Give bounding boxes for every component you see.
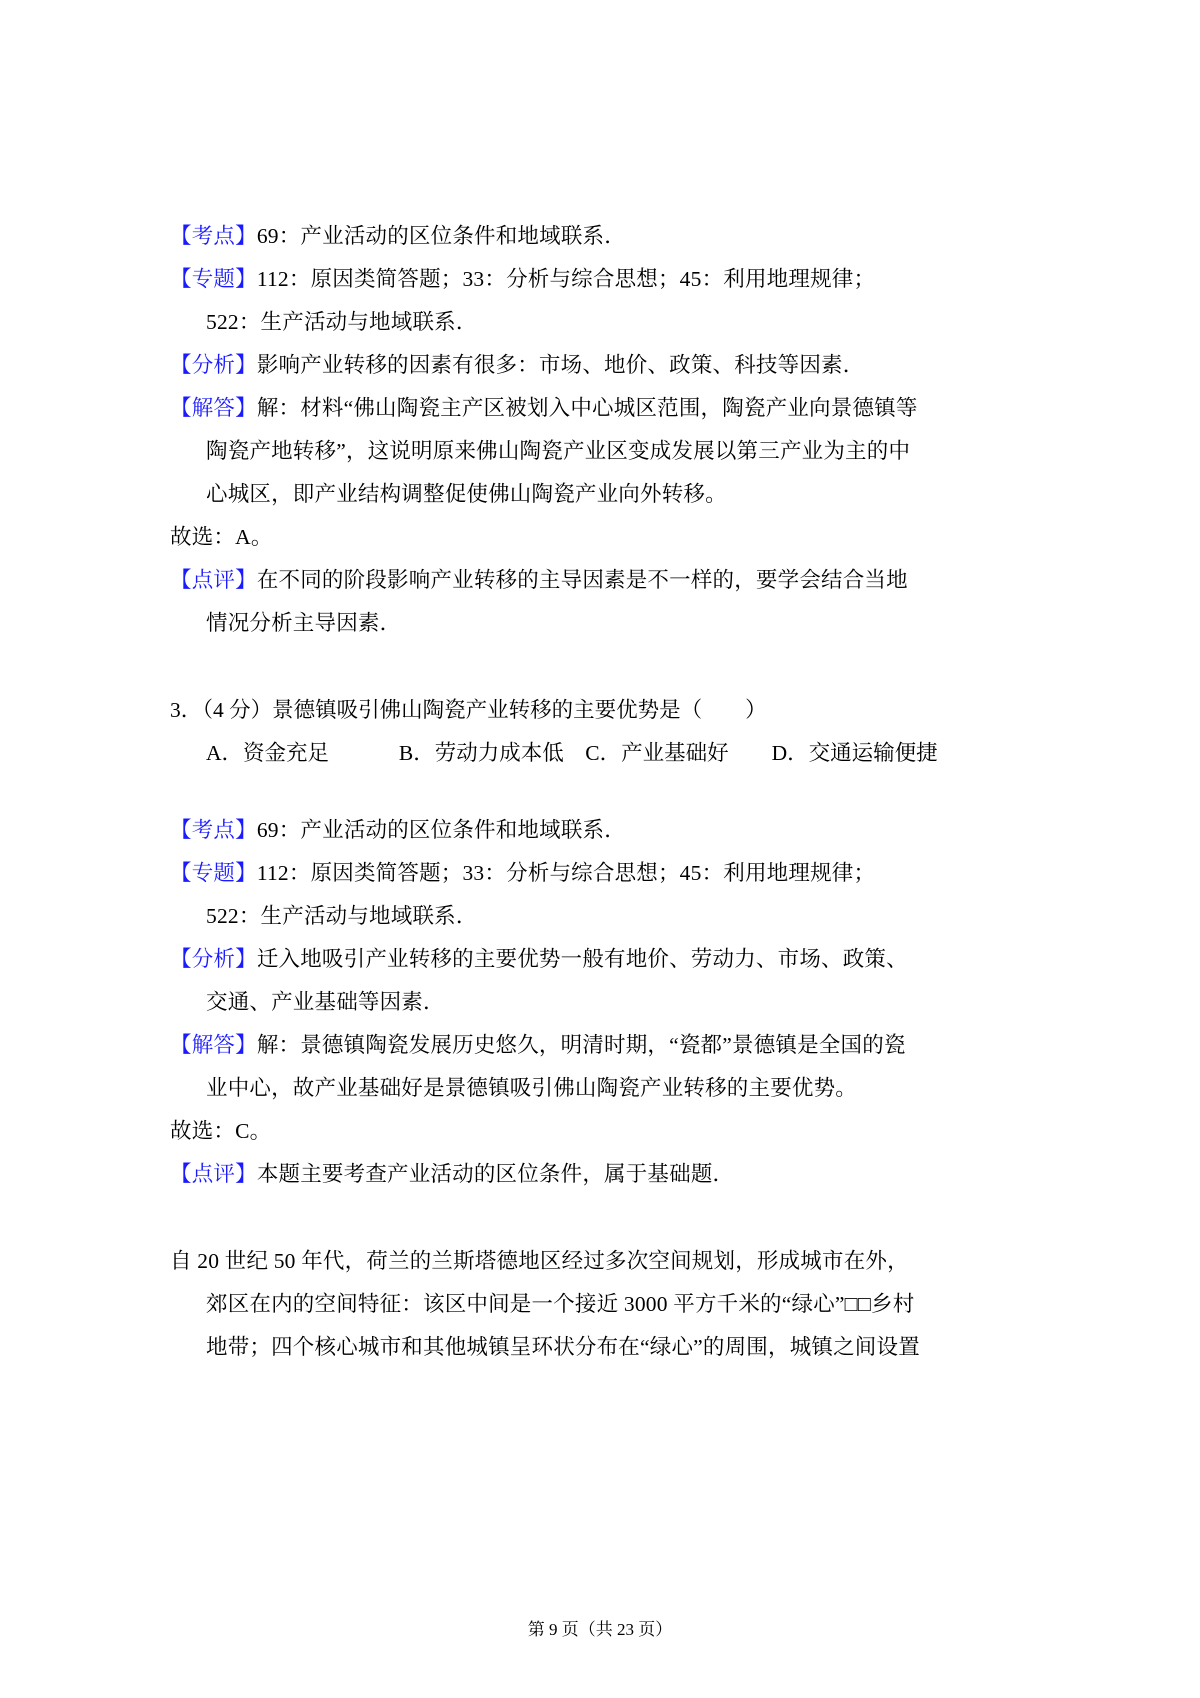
fenxi-line xyxy=(170,344,1030,387)
passage-line-2: 郊区在内的空间特征：该区中间是一个接近 3000 平方千米的“绿心”□□乡村 xyxy=(206,1292,915,1316)
jieda-text-1: 解：景德镇陶瓷发展历史悠久，明清时期，“瓷都”景德镇是全国的瓷 xyxy=(256,1033,906,1057)
zhuanti-line xyxy=(170,852,1030,895)
question-3 xyxy=(170,689,1030,775)
dianping-line xyxy=(170,1153,1030,1196)
kaodian-line xyxy=(170,215,1030,258)
page-footer xyxy=(0,1615,1200,1640)
passage-line-3: 地带；四个核心城市和其他城镇呈环状分布在“绿心”的周围，城镇之间设置 xyxy=(206,1335,920,1359)
zhuanti-text: 112：原因类简答题；33：分析与综合思想；45：利用地理规律； xyxy=(256,267,876,291)
passage-line-1: 自 20 世纪 50 年代，荷兰的兰斯塔德地区经过多次空间规划，形成城市在外， xyxy=(170,1249,909,1273)
spacer xyxy=(170,1196,1030,1240)
dianping-text: 本题主要考查产业活动的区位条件，属于基础题． xyxy=(256,1162,735,1186)
jieda-text-3: 心城区，即产业结构调整促使佛山陶瓷产业向外转移。 xyxy=(206,482,727,506)
fenxi-text-2: 交通、产业基础等因素． xyxy=(206,990,445,1014)
jieda-text-2: 陶瓷产地转移”，这说明原来佛山陶瓷产业区变成发展以第三产业为主的中 xyxy=(206,439,911,463)
answer-choice-line: 故选：A。 xyxy=(170,525,273,549)
jieda-label: 【解答】 xyxy=(170,396,257,420)
spacer xyxy=(170,775,1030,809)
zhuanti-label: 【专题】 xyxy=(170,861,257,885)
kaodian-label: 【考点】 xyxy=(170,224,257,248)
dianping-text-1: 在不同的阶段影响产业转移的主导因素是不一样的，要学会结合当地 xyxy=(256,568,908,592)
reading-passage xyxy=(170,1240,1030,1369)
dianping-label: 【点评】 xyxy=(170,1162,257,1186)
fenxi-line xyxy=(170,938,1030,981)
dianping-label: 【点评】 xyxy=(170,568,257,592)
zhuanti-text: 112：原因类简答题；33：分析与综合思想；45：利用地理规律； xyxy=(256,861,876,885)
kaodian-text: 69：产业活动的区位条件和地域联系． xyxy=(256,224,626,248)
answer-block-question-3 xyxy=(170,809,1030,1196)
fenxi-text: 影响产业转移的因素有很多：市场、地价、政策、科技等因素． xyxy=(256,353,865,377)
zhuanti-line-2: 522：生产活动与地域联系． xyxy=(206,904,478,928)
question-3-stem: 3．（4 分）景德镇吸引佛山陶瓷产业转移的主要优势是（ ） xyxy=(170,698,767,722)
dianping-line xyxy=(170,559,1030,602)
fenxi-label: 【分析】 xyxy=(170,353,257,377)
jieda-line xyxy=(170,387,1030,430)
fenxi-label: 【分析】 xyxy=(170,947,257,971)
answer-block-question-2 xyxy=(170,215,1030,645)
dianping-text-2: 情况分析主导因素． xyxy=(206,611,402,635)
zhuanti-line-2: 522：生产活动与地域联系． xyxy=(206,310,478,334)
jieda-label: 【解答】 xyxy=(170,1033,257,1057)
spacer xyxy=(170,645,1030,689)
page-footer-text: 第 9 页（共 23 页） xyxy=(527,1620,673,1639)
kaodian-text: 69：产业活动的区位条件和地域联系． xyxy=(256,818,626,842)
fenxi-text-1: 迁入地吸引产业转移的主要优势一般有地价、劳动力、市场、政策、 xyxy=(256,947,908,971)
zhuanti-line xyxy=(170,258,1030,301)
jieda-text-2: 业中心，故产业基础好是景德镇吸引佛山陶瓷产业转移的主要优势。 xyxy=(206,1076,858,1100)
answer-choice-line: 故选：C。 xyxy=(170,1119,272,1143)
zhuanti-label: 【专题】 xyxy=(170,267,257,291)
kaodian-line xyxy=(170,809,1030,852)
kaodian-label: 【考点】 xyxy=(170,818,257,842)
jieda-text-1: 解：材料“佛山陶瓷主产区被划入中心城区范围，陶瓷产业向景德镇等 xyxy=(256,396,918,420)
question-3-options: A．资金充足 B．劳动力成本低 C．产业基础好 D．交通运输便捷 xyxy=(206,741,938,765)
jieda-line xyxy=(170,1024,1030,1067)
